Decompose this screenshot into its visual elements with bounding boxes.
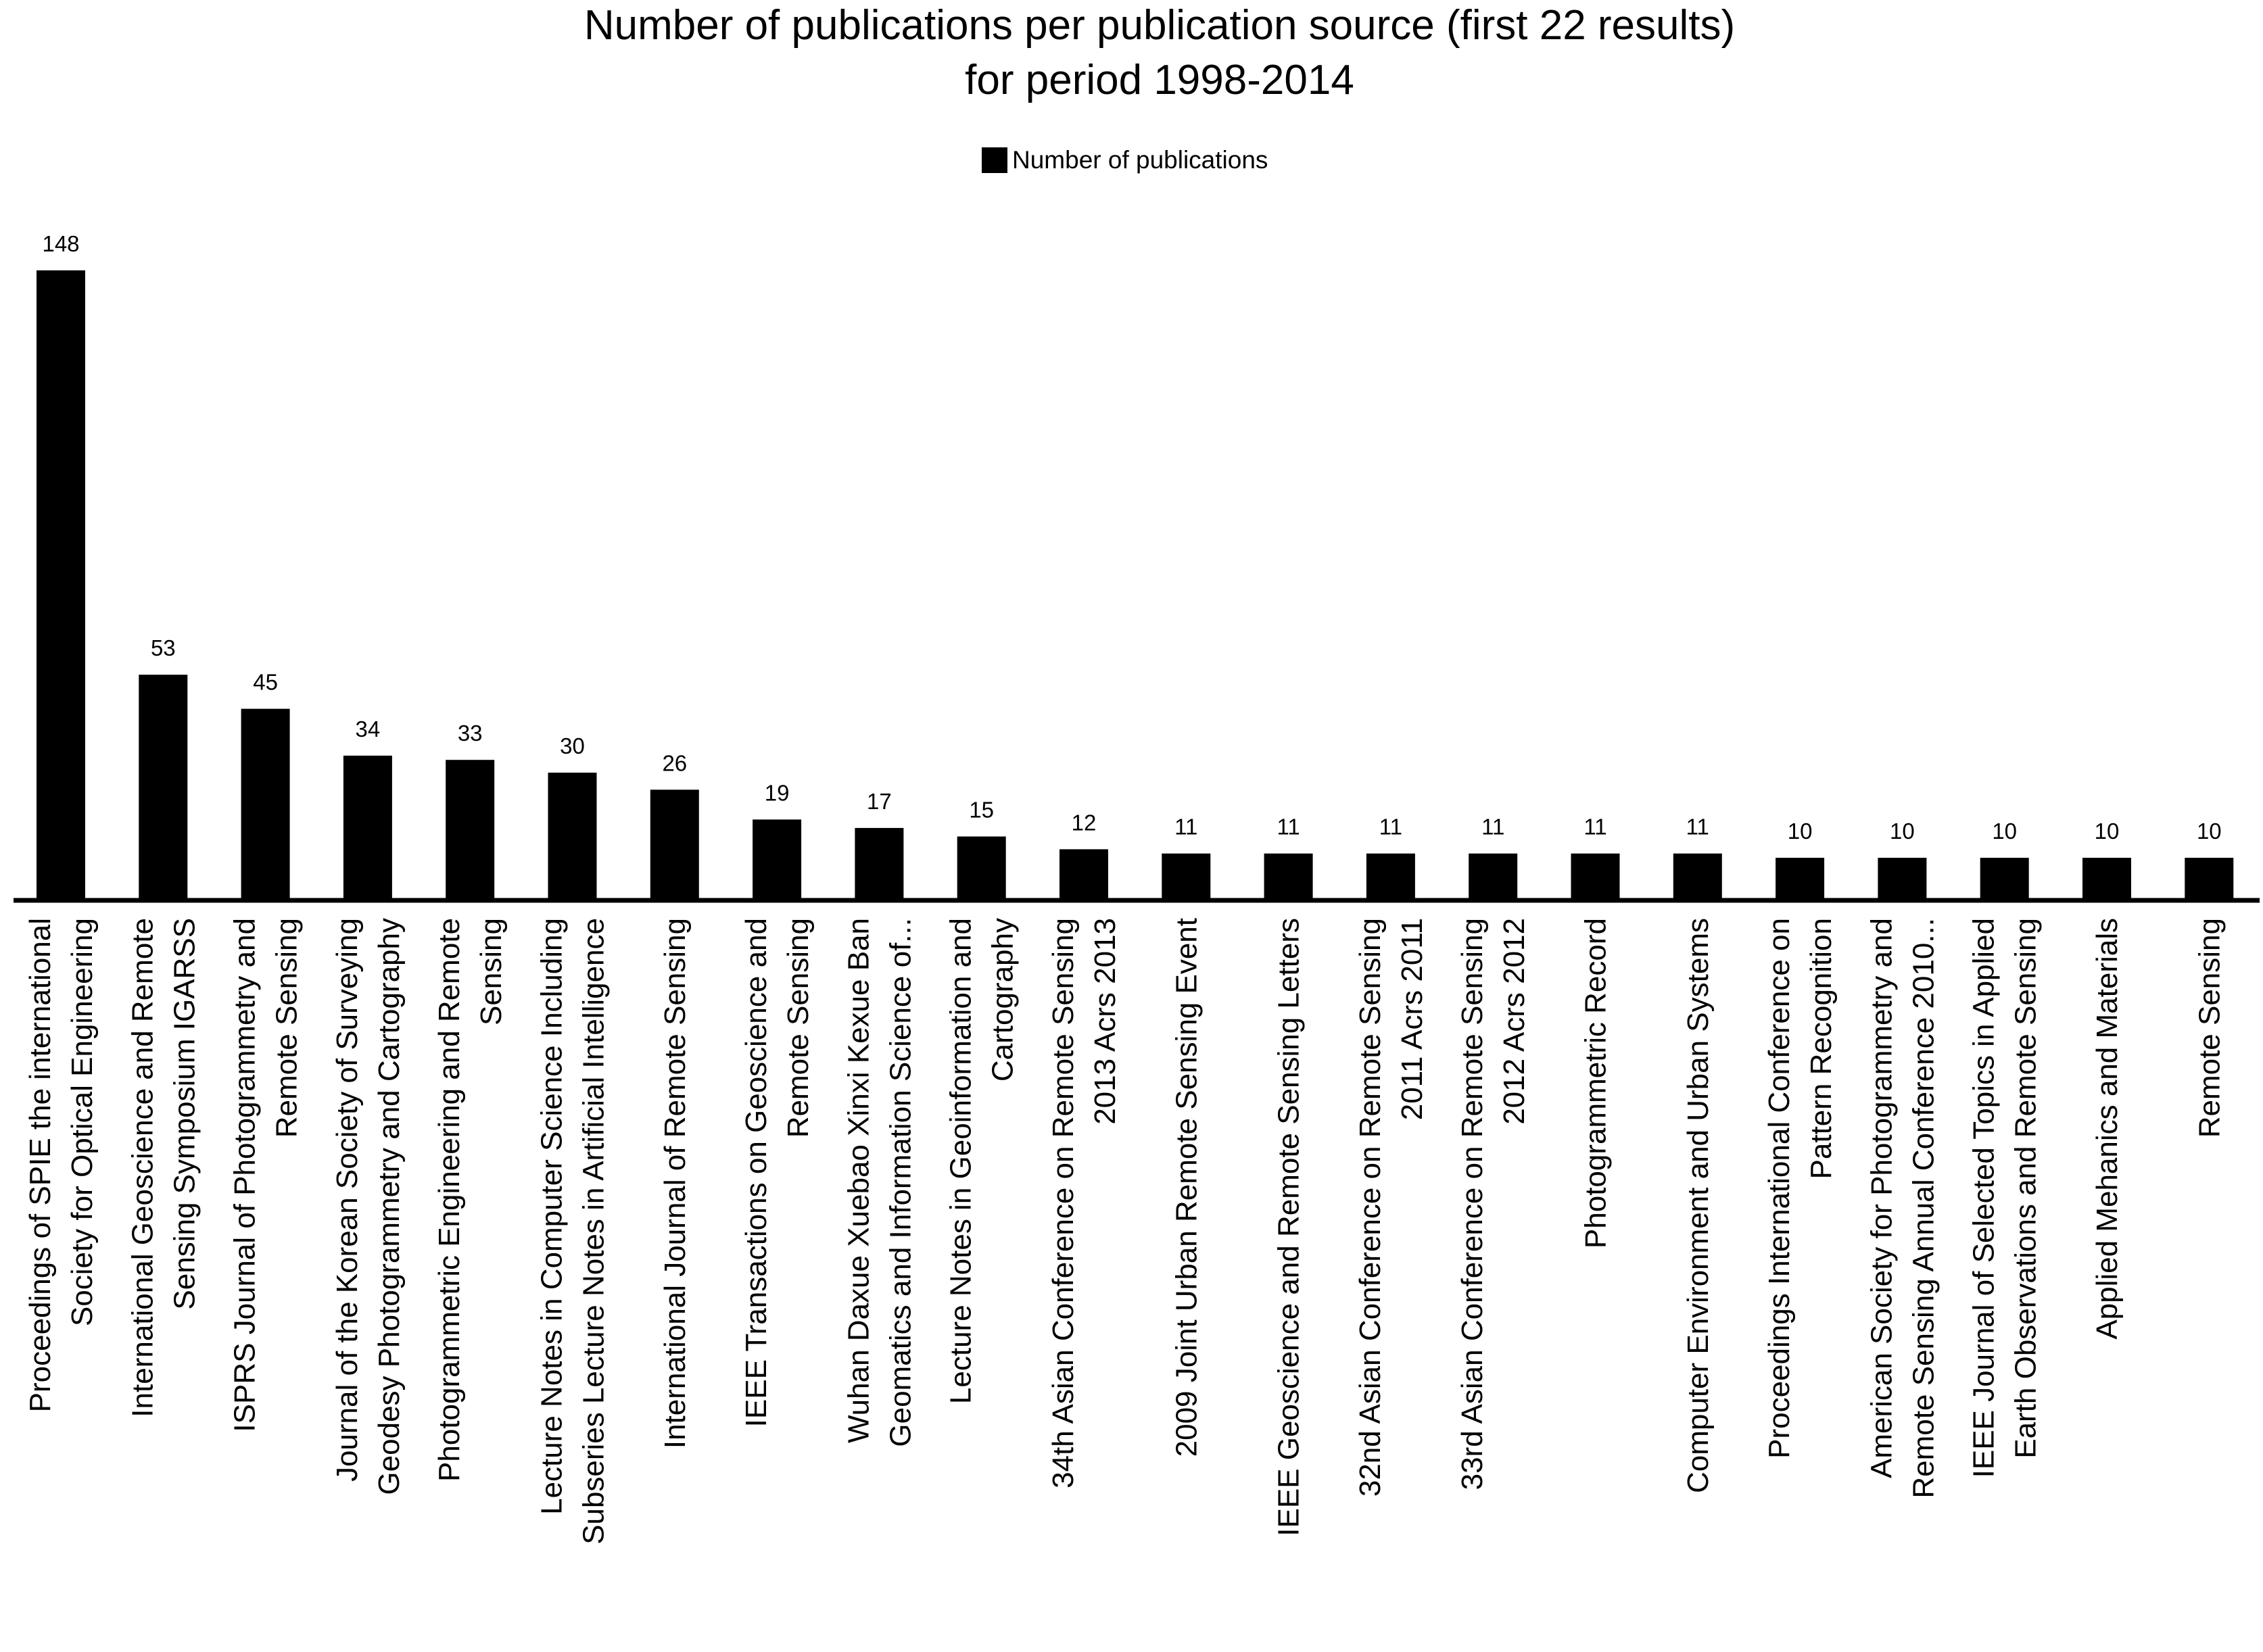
- bar: [446, 760, 494, 900]
- category-labels-group: [24, 918, 2226, 1545]
- category-label-line: American Society for Photogrammetry and: [1865, 918, 1899, 1479]
- bar: [1776, 858, 1824, 900]
- category-label: [331, 918, 406, 1495]
- bar-value-label: 10: [1992, 819, 2018, 844]
- bar-value-label: 148: [42, 231, 80, 256]
- category-label-line: 2009 Joint Urban Remote Sensing Event: [1170, 918, 1204, 1457]
- category-label: [1047, 918, 1122, 1488]
- category-label: [945, 918, 1020, 1404]
- category-label: [2193, 918, 2226, 1138]
- legend-label: Number of publications: [1012, 146, 1268, 174]
- category-label-line: 2012 Acrs 2012: [1498, 918, 1531, 1125]
- category-label: [1456, 918, 1531, 1490]
- category-label-line: Applied Mehanics and Materials: [2091, 918, 2124, 1340]
- bar: [548, 773, 597, 900]
- category-label: [659, 918, 692, 1449]
- category-label-line: Computer Environment and Urban Systems: [1681, 918, 1715, 1494]
- bar-value-label: 11: [1481, 814, 1505, 840]
- category-label: [433, 918, 508, 1482]
- category-label: [2091, 918, 2124, 1340]
- legend: [982, 146, 1268, 174]
- bar: [2185, 858, 2233, 900]
- category-label-line: ISPRS Journal of Photogrammetry and: [228, 918, 262, 1432]
- bar-value-label: 53: [150, 635, 176, 661]
- bar-value-label: 10: [1890, 819, 1915, 844]
- category-label-line: Earth Observations and Remote Sensing: [2009, 918, 2043, 1459]
- category-label-line: 2011 Acrs 2011: [1395, 918, 1429, 1121]
- category-label-line: Society for Optical Engineering: [66, 918, 99, 1327]
- bar: [241, 709, 290, 900]
- category-label-line: IEEE Geoscience and Remote Sensing Letters: [1272, 918, 1306, 1536]
- bar-value-label: 11: [1379, 814, 1403, 840]
- bar: [139, 675, 187, 900]
- bar-value-label: 11: [1174, 814, 1198, 840]
- bar-value-label: 10: [1787, 819, 1813, 844]
- bar-value-label: 11: [1583, 814, 1607, 840]
- category-label-line: Subseries Lecture Notes in Artificial Intelligence: [577, 918, 611, 1545]
- category-label-line: Proceedings International Conference on: [1763, 918, 1796, 1459]
- bar: [1571, 854, 1620, 900]
- bar-value-label: 26: [662, 750, 688, 776]
- category-label-line: International Geoscience and Remote: [126, 918, 160, 1417]
- bar-value-label: 33: [457, 721, 483, 746]
- category-label-line: IEEE Transactions on Geoscience and: [740, 918, 773, 1428]
- category-label-line: Pattern Recognition: [1805, 918, 1838, 1180]
- category-label-line: 32nd Asian Conference on Remote Sensing: [1353, 918, 1387, 1497]
- category-label-line: Proceedings of SPIE the international: [24, 918, 57, 1413]
- category-label: [1763, 918, 1838, 1459]
- bar: [1980, 858, 2029, 900]
- category-label: [1354, 918, 1429, 1497]
- category-label-line: Remote Sensing: [270, 918, 304, 1138]
- category-label-line: 33rd Asian Conference on Remote Sensing: [1456, 918, 1490, 1490]
- category-label: [229, 918, 304, 1432]
- bar: [1059, 849, 1108, 900]
- bar-value-label: 30: [560, 733, 585, 759]
- category-label: [24, 918, 99, 1412]
- value-labels-group: [42, 231, 2221, 844]
- bars-group: [37, 270, 2233, 900]
- category-label: [1865, 918, 1940, 1499]
- bar-value-label: 45: [253, 669, 278, 695]
- category-label: [126, 918, 201, 1417]
- bar: [1673, 854, 1722, 900]
- category-label-line: Remote Sensing: [782, 918, 815, 1138]
- bar-value-label: 12: [1071, 810, 1097, 835]
- bar: [957, 837, 1006, 901]
- bar-value-label: 10: [2094, 819, 2120, 844]
- category-label: [1170, 918, 1203, 1457]
- bar: [1878, 858, 1926, 900]
- category-label-line: Geomatics and Information Science of...: [884, 918, 918, 1447]
- bar: [1469, 854, 1517, 900]
- bar: [1162, 854, 1210, 900]
- category-label-line: Remote Sensing Annual Conference 2010...: [1907, 918, 1940, 1499]
- category-label-line: 34th Asian Conference on Remote Sensing: [1047, 918, 1080, 1488]
- bar: [343, 756, 392, 900]
- category-label-line: Geodesy Photogrammetry and Cartography: [372, 918, 406, 1495]
- bar: [1366, 854, 1415, 900]
- category-label-line: Remote Sensing: [2193, 918, 2226, 1138]
- category-label: [740, 918, 815, 1427]
- chart-subtitle: for period 1998-2014: [965, 57, 1354, 103]
- category-label-line: Lecture Notes in Geoinformation and: [944, 918, 978, 1405]
- category-label-line: Photogrammetric Engineering and Remote: [433, 918, 467, 1482]
- category-label-line: International Journal of Remote Sensing: [658, 918, 692, 1449]
- category-label-line: Photogrammetric Record: [1579, 918, 1613, 1249]
- bar-value-label: 34: [355, 716, 381, 742]
- bar: [1264, 854, 1313, 900]
- category-label: [1682, 918, 1715, 1493]
- bar: [753, 819, 801, 900]
- category-label-line: Wuhan Daxue Xuebao Xinxi Kexue Ban: [842, 918, 876, 1444]
- category-label-line: Sensing: [475, 918, 508, 1026]
- category-label: [1272, 918, 1306, 1536]
- bar-value-label: 15: [969, 797, 995, 823]
- category-label: [535, 918, 611, 1545]
- bar-value-label: 11: [1277, 814, 1300, 840]
- bar-value-label: 17: [867, 788, 892, 814]
- chart-title: Number of publications per publication source (first 22 results): [583, 2, 1736, 49]
- category-label-line: Journal of the Korean Society of Surveying: [330, 918, 364, 1482]
- category-label-line: 2013 Acrs 2013: [1089, 918, 1122, 1125]
- category-label: [842, 918, 917, 1447]
- bar: [650, 789, 699, 900]
- legend-swatch: [982, 147, 1007, 173]
- category-label-line: Lecture Notes in Computer Science Including: [535, 918, 569, 1515]
- bar: [37, 270, 85, 900]
- category-label: [1968, 918, 2043, 1478]
- category-label: [1579, 918, 1613, 1248]
- bar-value-label: 19: [764, 780, 790, 806]
- category-label-line: IEEE Journal of Selected Topics in Applied: [1967, 918, 2001, 1478]
- bar-value-label: 10: [2196, 819, 2222, 844]
- bar: [855, 828, 903, 900]
- category-label-line: Sensing Symposium IGARSS: [168, 918, 201, 1310]
- category-label-line: Cartography: [986, 918, 1020, 1082]
- bar-value-label: 11: [1686, 814, 1709, 840]
- bar: [2082, 858, 2131, 900]
